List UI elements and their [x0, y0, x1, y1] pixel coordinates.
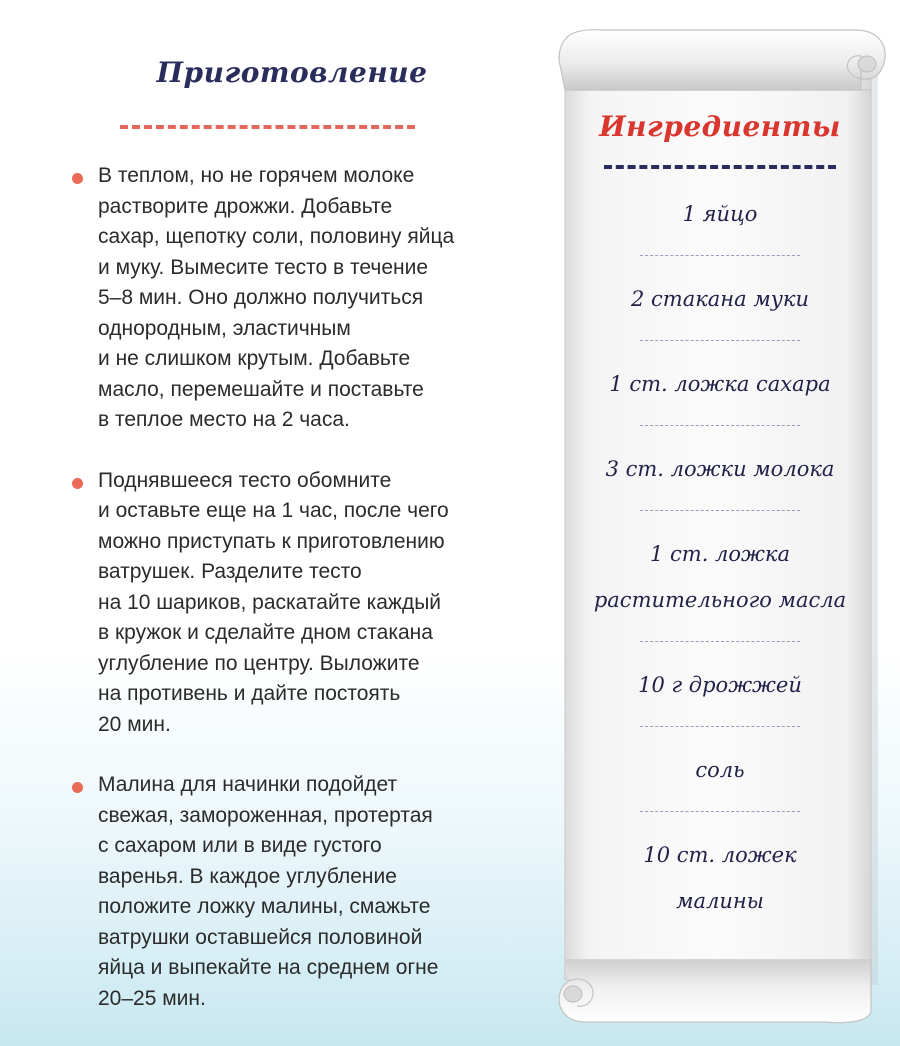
ingredients-title: Ингредиенты: [599, 110, 841, 143]
ingredient-item: [567, 191, 873, 256]
bullet-dot-icon: [72, 782, 83, 793]
ingredient-item: [567, 446, 873, 511]
ingredient-item: [567, 832, 873, 924]
ingredient-text: 2 стакана муки: [631, 287, 809, 311]
step-item: [72, 466, 532, 741]
ingredient-text: 1 ст. ложка растительного масла: [593, 542, 847, 612]
ingredient-separator: [640, 425, 800, 426]
ingredients-content: [567, 110, 873, 924]
ingredient-text: 10 ст. ложек малины: [643, 843, 797, 913]
step-text: В теплом, но не горячем молоке растворите дрожжи. Добавьте сахар, щепотку соли, половину яйца и муку. Вымесите тесто в течение 5–8 мин. Оно должно получиться однородным, эластичным и не слишком крутым. Добавьте масло, перемешайте и поставьте в теплое место на 2 часа.: [98, 164, 455, 431]
preparation-steps: [72, 161, 532, 1014]
ingredients-list: [567, 191, 873, 924]
step-item: [72, 161, 532, 436]
preparation-section: [72, 56, 532, 1044]
ingredient-separator: [640, 641, 800, 642]
ingredient-item: [567, 361, 873, 426]
ingredient-text: 1 яйцо: [682, 202, 758, 226]
ingredient-text: 1 ст. ложка сахара: [609, 372, 831, 396]
ingredient-text: 3 ст. ложки молока: [605, 457, 835, 481]
bullet-dot-icon: [72, 173, 83, 184]
ingredient-separator: [640, 811, 800, 812]
ingredient-item: [567, 531, 873, 642]
ingredient-item: [567, 747, 873, 812]
ingredient-separator: [640, 510, 800, 511]
ingredients-scroll: [545, 20, 895, 1030]
step-text: Поднявшееся тесто обомните и оставьте еще на 1 час, после чего можно приступать к приготовлению ватрушек. Разделите тесто на 10 шариков, раскатайте каждый в кружок и сделайте дном стакана углубление по центру. Выложите на противень и дайте постоять 20 мин.: [98, 468, 449, 736]
step-text: Малина для начинки подойдет свежая, замороженная, протертая с сахаром или в виде густого варенья. В каждое углубление положите ложку малины, смажьте ватрушки оставшейся половиной яйца и выпекайте на среднем огне 20–25 мин.: [98, 773, 439, 1010]
ingredient-item: [567, 662, 873, 727]
preparation-title: Приготовление: [156, 56, 428, 89]
bullet-dot-icon: [72, 478, 83, 489]
ingredient-item: [567, 276, 873, 341]
ingredient-text: 10 г дрожжей: [638, 673, 802, 697]
step-item: [72, 770, 532, 1014]
ingredient-separator: [640, 255, 800, 256]
preparation-divider: [120, 125, 415, 129]
ingredient-separator: [640, 726, 800, 727]
ingredient-text: соль: [695, 758, 745, 782]
ingredient-separator: [640, 340, 800, 341]
ingredients-divider: [604, 165, 836, 169]
